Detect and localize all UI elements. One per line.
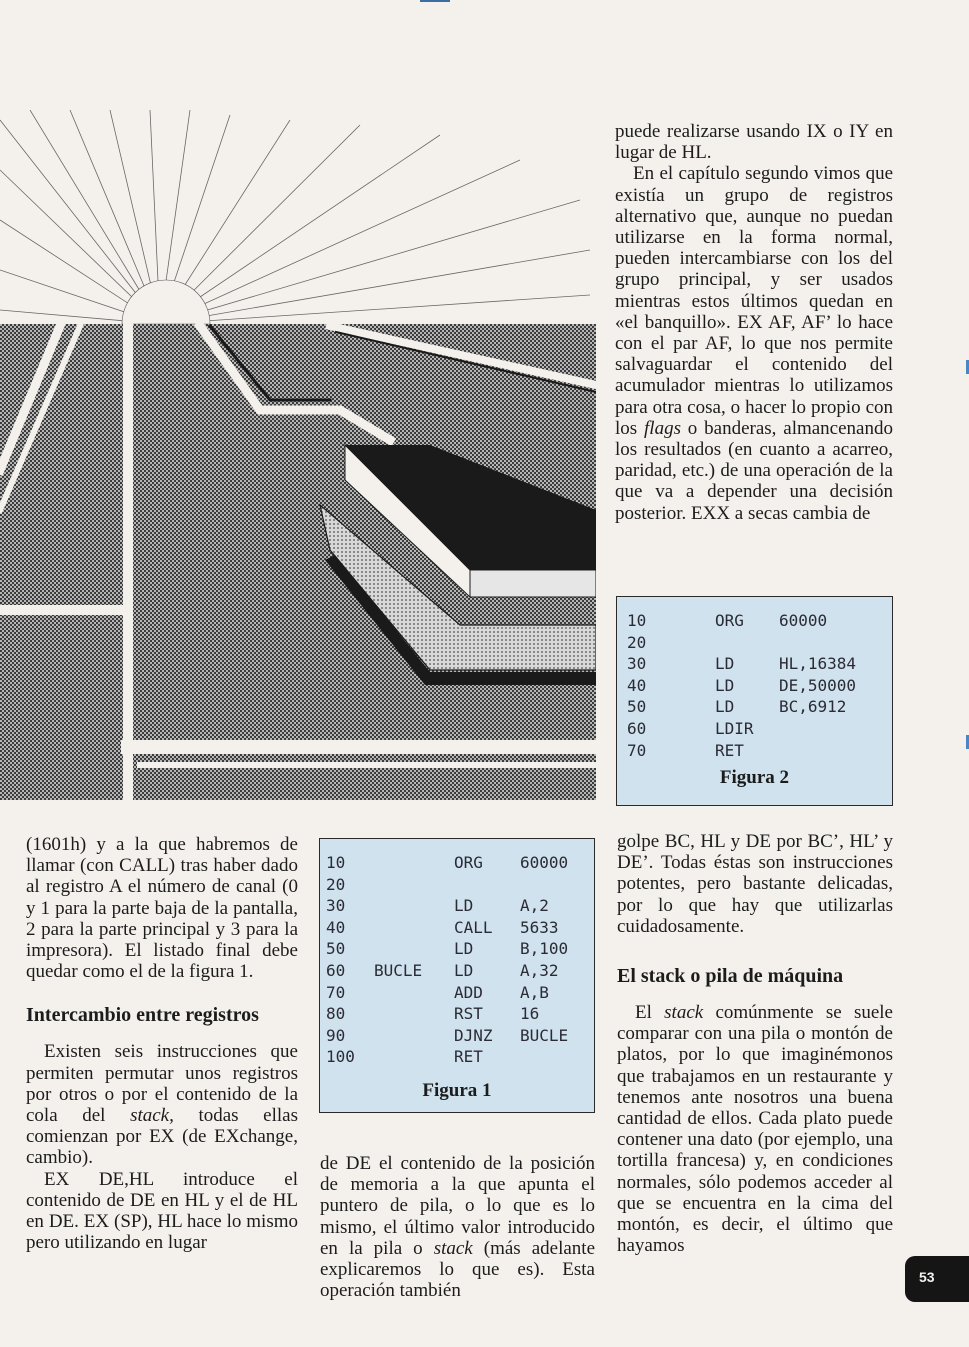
sunrise-circuit-chip-illustration: [0, 110, 596, 807]
code-num: 10: [326, 853, 346, 872]
code-arg: A,2: [520, 896, 549, 916]
code-line: [617, 632, 892, 653]
code-num: 50: [627, 697, 647, 717]
code-arg: 60000: [779, 611, 828, 630]
paragraph: Existen seis instrucciones que permiten permutar unos registros por otros o por el contenido de la cola del stack, todas ellas comienzan por EX (de EXchange, cambio).: [26, 1041, 298, 1169]
figure-2-code-listing: [616, 596, 893, 806]
code-line: [320, 982, 594, 1003]
code-line: [617, 653, 892, 674]
paragraph: puede realizarse usando IX o IY en lugar de HL.: [615, 121, 893, 164]
code-op: ORG: [454, 853, 483, 872]
code-line: [320, 1003, 594, 1024]
code-op: RET: [715, 740, 744, 760]
code-num: 60: [326, 961, 346, 980]
code-op: LD: [715, 654, 735, 674]
figure-1-code-listing: [319, 838, 595, 1113]
code-line: [320, 1046, 594, 1067]
code-line: [320, 917, 594, 938]
code-arg: 5633: [520, 917, 559, 937]
code-line: [617, 675, 892, 696]
code-num: 30: [326, 896, 346, 916]
code-num: 50: [326, 939, 346, 959]
code-num: 20: [627, 632, 647, 652]
code-line: [320, 1025, 594, 1046]
code-op: LD: [715, 697, 735, 717]
paragraph: (1601h) y a la que habremos de llamar (con CALL) tras haber dado al registro A el número de canal (0 y 1 para la parte baja de la pantalla, 2 para la parte principal y 3 para la impresora). El listado final debe quedar como el de la figura 1.: [26, 834, 298, 983]
code-arg: B,100: [520, 939, 569, 959]
paragraph: EX DE,HL introduce el contenido de DE en HL y el de HL en DE. EX (SP), HL hace lo mismo pero utilizando en lugar: [26, 1168, 298, 1254]
code-line: [617, 740, 892, 761]
code-num: 60: [627, 719, 647, 738]
page-number: 53: [919, 1269, 935, 1285]
code-op: LDIR: [715, 719, 754, 738]
code-arg: 60000: [520, 853, 569, 872]
code-line: [320, 895, 594, 916]
code-line: [320, 938, 594, 959]
code-op: LD: [454, 896, 474, 916]
code-arg: A,B: [520, 982, 549, 1002]
code-num: 20: [326, 874, 346, 894]
code-line: [617, 610, 892, 631]
section-heading: Intercambio entre registros: [26, 1004, 259, 1027]
code-line: [320, 874, 594, 895]
code-op: RST: [454, 1004, 483, 1024]
figure-1-caption: Figura 1: [422, 1080, 492, 1101]
code-line: [617, 718, 892, 739]
code-op: LD: [454, 961, 474, 980]
middle-column: [320, 1153, 595, 1301]
code-op: LD: [715, 675, 735, 695]
code-op: ORG: [715, 611, 744, 630]
code-arg: BUCLE: [520, 1025, 569, 1045]
code-num: 70: [627, 740, 647, 760]
code-arg: BC,6912: [779, 697, 847, 717]
paragraph: de DE el contenido de la posición de memoria a la que apunta el puntero de pila, o lo que es lo mismo, el último valor introducido en la pila o stack (más adelante explicaremos lo que es). Esta operación también: [320, 1153, 595, 1302]
code-arg: DE,50000: [779, 675, 857, 695]
code-num: 90: [326, 1025, 346, 1045]
code-arg: HL,16384: [779, 654, 857, 674]
code-op: ADD: [454, 982, 483, 1002]
code-num: 40: [627, 675, 647, 695]
figure-2-caption: Figura 2: [719, 767, 790, 788]
code-line: [320, 852, 594, 873]
right-column-top: [615, 121, 893, 524]
code-num: 40: [326, 917, 346, 937]
code-num: 70: [326, 982, 346, 1002]
code-line: [617, 696, 892, 717]
code-num: 30: [627, 654, 647, 674]
code-num: 80: [326, 1004, 346, 1024]
code-num: 100: [326, 1047, 355, 1067]
code-arg: A,32: [520, 961, 559, 980]
page-number-tab: [905, 1256, 969, 1302]
code-line: [320, 960, 594, 981]
paragraph: El stack comúnmente se suele comparar con una pila o montón de platos, por lo que imaginémonos que trabajamos en un restaurante y tenemos ante nosotros una buena cantidad de ellos. Cada plato puede contener una dato (por ejemplo, una tortilla francesa) y, en condiciones normales, sólo podemos acceder al que se encuentra en la cima del montón, es decir, el último que hayamos: [617, 1002, 893, 1257]
code-op: LD: [454, 939, 474, 959]
right-column-bottom: [617, 831, 893, 1256]
paragraph: En el capítulo segundo vimos que existía un grupo de registros alternativo que, aunque no puedan utilizarse en la forma normal, pueden intercambiarse con los del grupo principal, y ser usados mientras estos últimos quedan en «el banquillo». EX AF, AF’ lo hace con el par AF, lo que nos permite salvaguardar el contenido del acumulador mientras lo utilizamos para otra cosa, o hacer lo propio con los flags o banderas, almancenando los resultados (en cuanto a acarreo, paridad, etc.) de una operación de la que va a depender una decisión posterior. EXX a secas cambia de: [615, 163, 893, 524]
code-label: BUCLE: [374, 961, 423, 980]
section-heading: El stack o pila de máquina: [617, 965, 844, 988]
left-column: [26, 834, 298, 1253]
code-op: RET: [454, 1047, 483, 1067]
code-arg: 16: [520, 1004, 540, 1024]
code-op: DJNZ: [454, 1025, 493, 1045]
code-num: 10: [627, 611, 647, 630]
code-op: CALL: [454, 917, 493, 937]
top-edge-line: [420, 0, 450, 2]
paragraph: golpe BC, HL y DE por BC’, HL’ y DE’. Todas éstas son instrucciones potentes, pero bastante delicadas, por lo que hay que utilizarlas cuidadosamente.: [617, 831, 893, 937]
